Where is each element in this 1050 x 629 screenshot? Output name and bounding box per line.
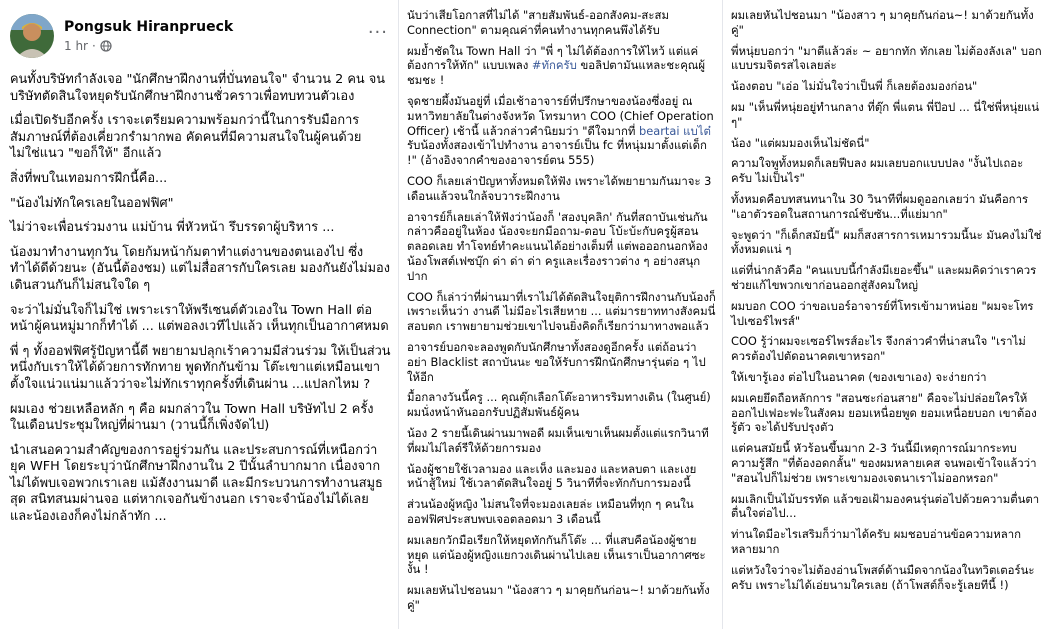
paragraph: ความใจพูทั้งหมดก็เลยฟีบลง ผมเลยบอกแบบปลง "งั้นไปเถอะครับ ไม่เป็นไร" <box>731 156 1024 186</box>
post-column-1 <box>0 0 398 629</box>
paragraph: ส่วนน้องผู้หญิง ไม่สนใจที่จะมองเลยล่ะ เหมือนที่ทุก ๆ คนในออฟฟิศประสบพบเจอตลอดมา 3 เดือนนี้ <box>407 497 694 526</box>
paragraph: แต่หวังใจว่าจะไม่ต้องอ่านโพสต์ด้านมืดจากน้องในทวิตเตอร์นะครับ เพราะไม่ได้เอ่ยนามใครเลย (ถ้าโพสต์ก็จะรู้เลยทีนี้ !) <box>731 562 1035 592</box>
paragraph: แต่ที่น่ากลัวคือ "คนแบบนี้กำลังมีเยอะขึ้น" และผมคิดว่าเราควรช่วยแก้ไขพวกเขาก่อนออกสู่สังคมใหญ่ <box>731 263 1037 292</box>
paragraph: COO ก็เลยเล่าปัญหาทั้งหมดให้ฟัง เพราะได้พยายามกันมาจะ 3 เดือนแล้วจนใกล้จบวาระฝึกงาน <box>407 173 712 203</box>
profile-photo-icon <box>10 14 54 58</box>
paragraph: ผมเคยยึดถือหลักการ "สอนซะก่อนสาย" คือจะไม่ปล่อยใครให้ออกไปเฟอะฟะในสังคม ยอมเหนื่อยพูด ยอมเหนื่อยบอก เขาต้องรู้ตัว จะได้ปรับปรุงตัว <box>731 390 1037 435</box>
paragraph: จะว่าไม่มั่นใจก็ไม่ใช่ เพราะเราให้พรีเซนต์ตัวเองใน Town Hall ต่อหน้าผู้คนหมู่มากก็ทำได้ ... แต่พอลงเวทีไปแล้ว เห็นทุกเป็นอากาศหมด <box>10 302 389 335</box>
paragraph: น้องผู้ชายใช้เวลามอง และเห็ง และมอง และหลบตา และเงยหน้าสู้ใหม่ ใช้เวลาตัดสินใจอยู่ 5 วินาทีที่จะทักกับการมองนี้ <box>407 461 697 491</box>
paragraph: ทั้งหมดคือบทสนทนาใน 30 วินาทีที่ผมดูออกเลยว่า มันคือการ "เอาตัวรอดในสถานการณ์ชับซัน...ที่แย่มาก" <box>731 191 1029 221</box>
paragraph: ท่านใดมีอะไรเสริมก็ว่ามาได้ครับ ผมชอบอ่านข้อความหลากหลายมาก <box>731 527 1022 556</box>
paragraph-with-mention <box>407 94 716 168</box>
paragraph: ไม่ว่าจะเพื่อนร่วมงาน แม่บ้าน พี่หัวหน้า รึบรรดาผู้บริหาร ... <box>10 220 335 236</box>
paragraph: น้อง "แต่ผมมองเห็นไม่ชัดนี่" <box>731 135 870 150</box>
paragraph: ผมเลยหันไปชอนมา "น้องสาว ๆ มาคุยกันก่อน~! มาด้วยกันทั้งคู่" <box>731 8 1034 37</box>
paragraph: COO รู้ว่าผมจะเซอร์ไพรส์อะไร จึงกล่าวคำที่น่าสนใจ "เราไม่ควรต้องไปตัดอนาคตเขาหรอก" <box>731 334 1026 364</box>
avatar[interactable] <box>10 14 54 58</box>
page-mention-link[interactable]: beartai แบไต๋ <box>639 123 711 138</box>
paragraph: มื้อกลางวันนี้ครู ... คุณตุ๊กเลือกโต๊ะอาหารริมทางเดิน (ในศูนย์) ผมนั่งหน้าหันออกรับปฏิสัมพันธ์ผู้คน <box>407 390 711 420</box>
paragraph: เมื่อเปิดรับอีกครั้ง เราจะเตรียมความพร้อมกว่านี้ในการรับมือการสัมภาษณ์ที่ต้องเคี่ยวกรำมากพอ คัดคนที่มีความสนใจในผู้คนด้วย ไม่ใช่แนว "ขอก็ให้" อีกแล้ว <box>10 113 362 162</box>
paragraph: น้องตอบ "เอ่อ ไม่มั่นใจว่าเป็นพี่ ก็เลยต้องมองก่อน" <box>731 79 978 94</box>
paragraph: แต่คนสมัยนี้ หัวร้อนขึ้นมาก 2-3 วันนี้มีเหตุการณ์มากระทบความรู้สึก "ที่ต้องอดกลั้น" ของผมหลายเคส จนพอเข้าใจแล้วว่า "สอนไปก็ไม่ช่วย เพราะเขามองเจตนาเราไม่ออกหรอก" <box>731 441 1037 485</box>
more-options-icon[interactable]: ··· <box>367 22 388 43</box>
paragraph: อาจารย์บอกจะลองพูดกับนักศึกษาทั้งสองดูอีกครั้ง แต่ถ้อนว่าอย่า Blacklist สถาบันนะ ขอให้รับการฝึกนักศึกษารุ่นต่อ ๆ ไปให้อีก <box>407 339 706 384</box>
paragraph: นำเสนอความสำคัญของการอยู่ร่วมกัน และประสบการณ์ที่เหนือกว่ายุค WFH โดยระบุว่านักศึกษาฝึกงานใน 2 ปีนั้นลำบากมาก เนื่องจากไม่ได้พบเจอพวกเราเลย แม้สังงานมาดี และมีกระบวนการทำงานสมูธสุด สนิทสนมผ่านจอ แต่หากเจอกันข้างนอก เราจะจำน้องไม่ได้เลย และน้องเองก็คงไม่กล้าทัก ... <box>10 442 383 525</box>
paragraph: พี่หนุ่ยบอกว่า "มาตีแล้วล่ะ ~ อยากทัก ทักเลย ไม่ต้องลังเล" บอกแบบรมจิตรสไจเลยล่ะ <box>731 43 1042 73</box>
paragraph: นับว่าเสียโอกาสที่ไม่ได้ "สายสัมพันธ์-ออกสังคม-สะสม Connection" ตามคุณค่าที่คนทำงานทุกคนพึงได้รับ <box>407 8 669 37</box>
paragraph: อาจารย์ก็เลยเล่าให้ฟังว่าน้องก็ 'สองบุคลิก' กันที่สถาบันเช่นกัน กล่าวคืออยู่ในห้อง น้องจะยกมือถาม-ตอบ โบ้ะบ้ะกับครูผู้สอนตลอดเลย ทำโจทย์ทำคะแนนได้อย่างเต็มที่ แต่พอออกนอกห้องน้องโพสต์เฟซบุ๊ก ด่า ด่า ด่า ครูและเรื่องราวต่าง ๆ อย่างสนุกปาก <box>407 209 708 283</box>
paragraph: ผมเลิกเป็นไม้บรรทัด แล้วขอเฝ้ามองคนรุ่นต่อไปด้วยความตื่นตาตื่นใจต่อไป... <box>731 491 1040 521</box>
time-text: 1 hr <box>64 39 88 53</box>
paragraph: น้องมาทำงานทุกวัน โดยก้มหน้าก้มตาทำแต่งานของตนเองไป ซึ่งทำได้ดีด้วยนะ (อันนี้ต้องชม) แต่ไม่สื่อสารกับใครเลย มองกันยังไม่มอง เดินสวนกันก็ไม่สนใจใด ๆ <box>10 244 390 293</box>
author-name[interactable]: Pongsuk Hiranprueck <box>64 19 234 35</box>
paragraph: สิ่งที่พบในเทอมการฝึกนี้คือ... <box>10 170 168 186</box>
paragraph: จะพูดว่า "ก็เด็กสมัยนี้" ผมก็สงสารการเหมารวมนี้นะ มันคงไม่ใช่ทั้งหมดแน่ ๆ <box>731 227 1042 257</box>
paragraph: COO ก็เล่าว่าที่ผ่านมาที่เราไม่ได้ตัดสินใจยุติการฝึกงานกับน้องก็เพราะเห็นว่า งานดี ไม่มีอะไรเสียหาย ... แต่มารยาททางสังคมนี่สอบตก เราพยายามช่วยเขาไปจนยิ่งคิดก็เรียกว่ามาทางพอแล้ว <box>407 289 716 334</box>
paragraph: "น้องไม่ทักใครเลยในออฟฟิศ" <box>10 195 174 211</box>
globe-icon <box>100 40 112 52</box>
text: ผมย้ำชัดใน Town Hall ว่า "พี่ ๆ ไม่ได้ต้องการให้ไหว้ แต่แค่ต้องการให้ทัก" แบบเพลง <box>407 43 699 73</box>
paragraph: พี่ ๆ ทั้งออฟฟิศรู้ปัญหานี้ดี พยายามปลุกเร้าความมีส่วนร่วม ให้เป็นส่วนหนึ่งกับเราให้ได้ด้วยการทักทาย พูดทักกันข้าม โต๊ะเขาแต่เหมือนเขาตั้งใจแน่วแน่มาแล้วว่าจะไม่ทักเราทุกครั้งที่เดินผ่าน ...แปลกไหม ? <box>10 343 391 392</box>
paragraph: ผมเลยหันไปชอนมา "น้องสาว ๆ มาคุยกันก่อน~! มาด้วยกันทั้งคู่" <box>407 583 710 612</box>
post-time[interactable] <box>64 39 233 53</box>
time-separator: · <box>92 39 96 53</box>
post-header <box>10 14 392 58</box>
post-column-2 <box>398 0 722 629</box>
paragraph: ผม "เห็นพี่หนุ่ยอยู่ทำนกลาง ที่ตุ๊ก พี่แตน พี่ป๊อป ... นี่ใช่พี่หนุ่ยแน่ ๆ" <box>731 99 1040 129</box>
paragraph-with-hashtag <box>407 44 716 88</box>
paragraph: คนทั้งบริษัทกำลังเจอ "นักศึกษาฝึกงานที่บั่นทอนใจ" จำนวน 2 คน จนบริษัทตัดสินใจหยุดรับนักศึกษาฝึกงานชั่วคราวเพื่อทบทวนตัวเอง <box>10 72 385 104</box>
paragraph: ผมเลยกวักมือเรียกให้หยุดทักกันก็โต๊ะ ... ที่แสบคือน้องผู้ชายหยุด แต่น้องผู้หญิงแยกวงเดินผ่านไปเลย เห็นเราเป็นอากาศซะงั้น ! <box>407 532 706 577</box>
paragraph: ให้เขารู้เอง ต่อไปในอนาคต (ของเขาเอง) จะง่ายกว่า <box>731 369 987 384</box>
text: ขอลิปตามันแหละชะคุณผู้ชมชะ ! <box>407 58 706 88</box>
text: จุดชายผึ้งมันอยู่ที่ เมื่อเช้าอาจารย์ที่ปรึกษาของน้องซึ่งอยู่ ณ มหาวิทยาลัยในต่างจังหวัด โทรมาหา COO (Chief Operation Officer) เช้านี้ แล้วกล่าวคำนิยมว่า "ดีใจมากที่ <box>407 93 714 138</box>
paragraph: ผมเอง ช่วยเหลือหลัก ๆ คือ ผมกล่าวใน Town Hall บริษัทไป 2 ครั้ง ในเดือนประชุมใหญ่ที่ผ่านมา (วานนี้ก็เพิ่งจัดไป) <box>10 401 374 434</box>
hashtag-link[interactable]: #ทักครับ <box>531 58 577 73</box>
paragraph: ผมบอก COO ว่าขอเบอร์อาจารย์ที่โทรเข้ามาหน่อย "ผมจะโทรไปเซอร์ไพรส์" <box>731 298 1034 328</box>
post-column-3 <box>722 0 1050 629</box>
text: รับน้องทั้งสองเข้าไปทำงาน อาจารย์เป็น fc ที่หนุ่มมาตั้งแต่เด็ก !" (อ้างอิงจากคำของอาจารย์ตน 555) <box>407 138 707 168</box>
paragraph: น้อง 2 รายนี้เดินผ่านมาพอดี ผมเห็นเขาเห็นผมตั้งแต่แรกวินาทีที่ผมไม่ไลต์รีให้ด้วยการมอง <box>407 425 709 455</box>
